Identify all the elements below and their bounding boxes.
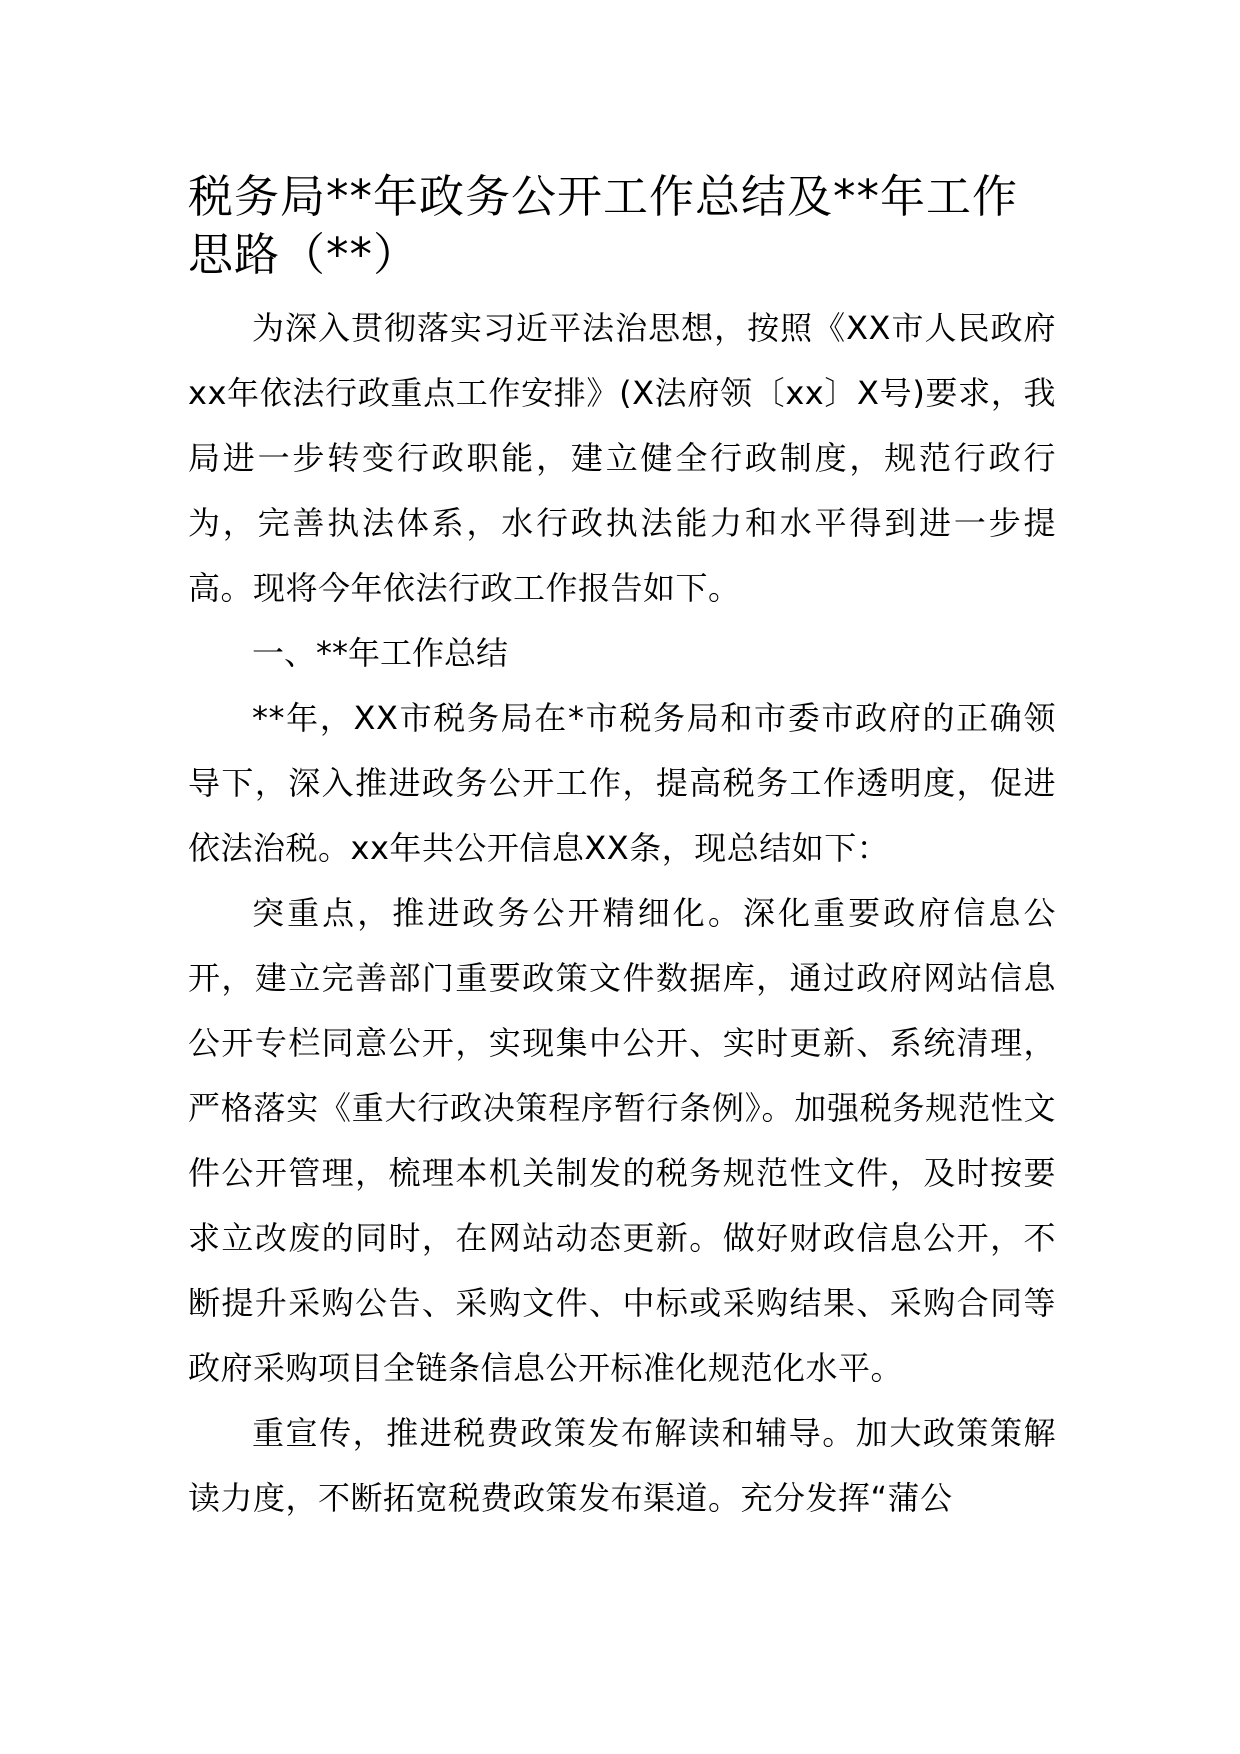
document-title: 税务局**年政务公开工作总结及**年工作思路（**） [188,170,1019,281]
document-page [188,168,1056,1531]
disclosure-paragraph: 突重点，推进政务公开精细化。深化重要政府信息公开，建立完善部门重要政策文件数据库，通过政府网站信息公开专栏同意公开，实现集中公开、实时更新、系统清理，严格落实《重大行政决策程序暂行条例》。加强税务规范性文件公开管理，梳理本机关制发的税务规范性文件，及时按要求立改废的同时，在网站动态更新。做好财政信息公开，不断提升采购公告、采购文件、中标或采购结果、采购合同等政府采购项目全链条信息公开标准化规范化水平。 [188,894,1056,1387]
publicity-paragraph: 重宣传，推进税费政策发布解读和辅导。加大政策策解读力度，不断拓宽税费政策发布渠道。充分发挥“蒲公 [188,1414,1056,1517]
section-heading: 一、**年工作总结 [252,634,509,672]
intro-paragraph: 为深入贯彻落实习近平法治思想，按照《XX市人民政府xx年依法行政重点工作安排》(X法府领〔xx〕X号)要求，我局进一步转变行政职能，建立健全行政制度，规范行政行为，完善执法体系，水行政执法能力和水平得到进一步提高。现将今年依法行政工作报告如下。 [188,309,1056,607]
summary-paragraph: **年，XX市税务局在*市税务局和市委市政府的正确领导下，深入推进政务公开工作，提高税务工作透明度，促进依法治税。xx年共公开信息XX条，现总结如下： [188,699,1056,867]
